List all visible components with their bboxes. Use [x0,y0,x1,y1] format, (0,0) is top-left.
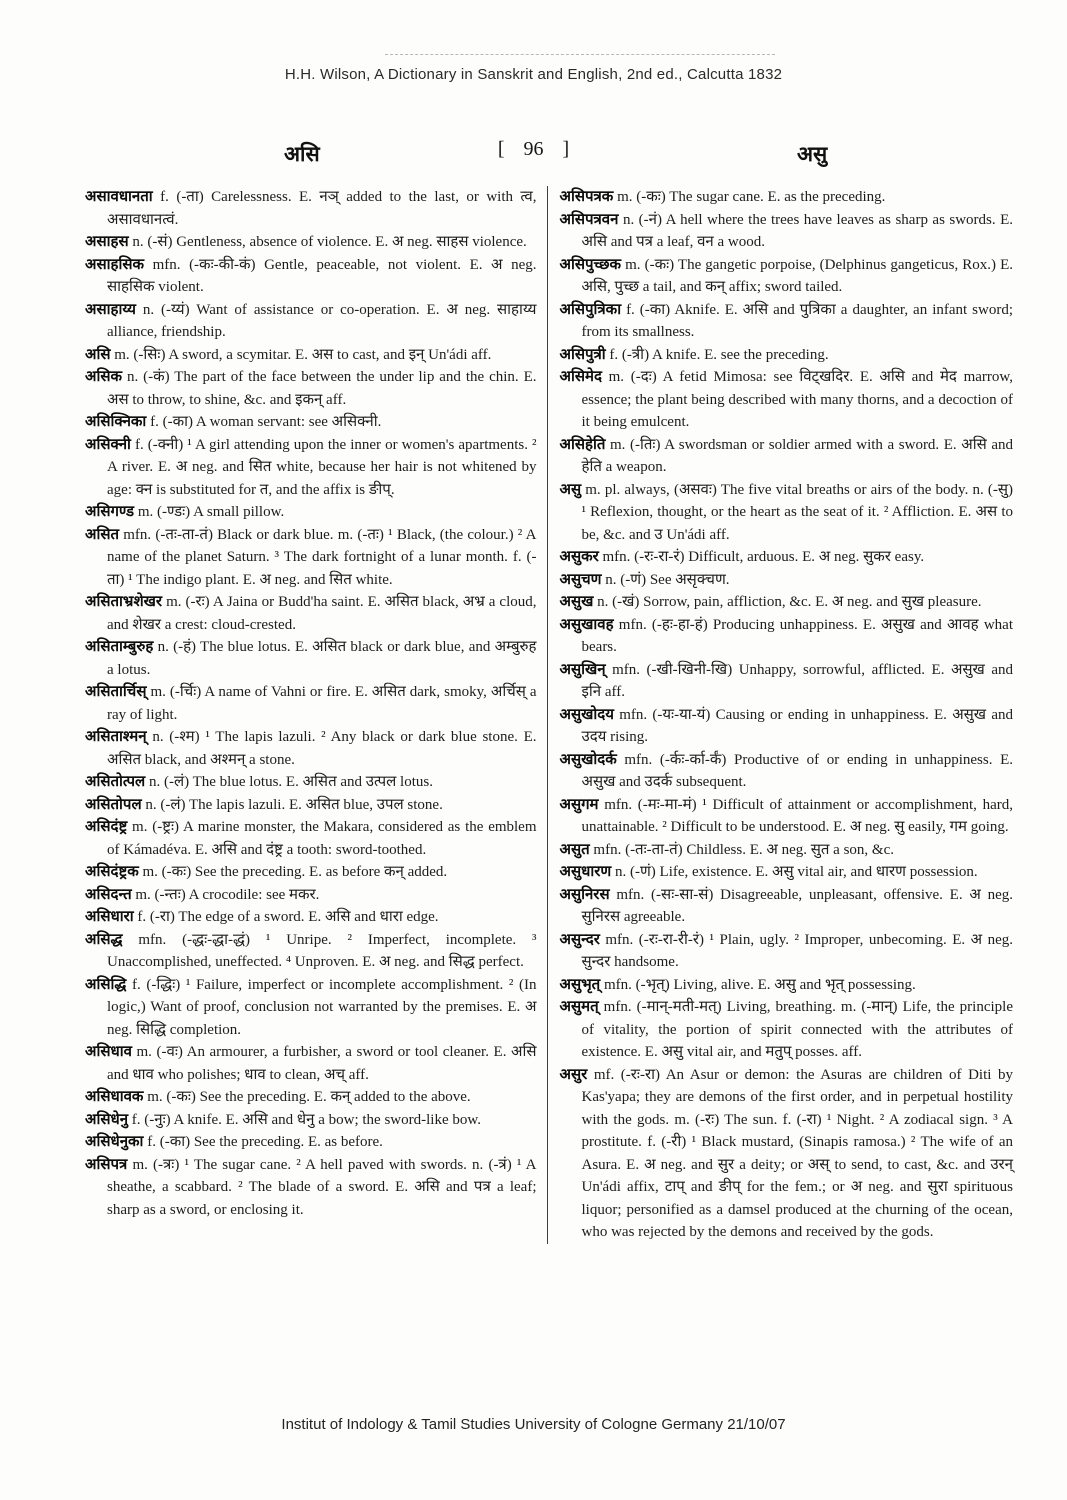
dictionary-entry [85,771,537,794]
entry-body: n. (-य्यं) Want of assistance or co-operation. E. अ neg. साहाय्य alliance, friendship. [107,301,537,340]
entry-headword: असुखावह [559,616,614,633]
dictionary-entry [560,479,1014,547]
dictionary-entry [85,186,537,231]
entry-headword: असिताभ्रशेखर [85,594,163,610]
entry-body: n. (-णं) Life, existence. E. असु vital air, and धारण possession. [614,864,978,880]
entry-body: f. (-द्धिः) ¹ Failure, imperfect or incomplete accomplishment. ² (In logic,) Want of proof, conclusion not warranted by the premises. E. अ neg. सिद्धि completion. [107,976,537,1038]
left-column [85,186,547,1244]
entry-headword: असिदंष्ट्रक [85,864,139,880]
dictionary-columns [85,186,1013,1244]
entry-body: mfn. (-र्कः-र्का-र्कं) Productive of or ending in unhappiness. E. असुख and उदर्क subsequent. [581,751,1014,790]
entry-headword: असिक्नी [85,436,131,453]
entry-body: mfn. (-मः-मा-मं) ¹ Difficult of attainment or accomplishment, hard, unattainable. ² Difficult to be understood. E. अ neg. सु easily, गम going. [581,796,1013,835]
dictionary-entry [85,861,537,884]
entry-body: f. (-का) See the preceding. E. as before. [147,1134,383,1150]
entry-body: f. (-त्री) A knife. E. see the preceding. [609,346,829,363]
dictionary-entry [85,974,537,1042]
dictionary-entry [85,906,537,929]
dictionary-entry [560,839,1014,862]
entry-headword: असुधारण [559,864,612,880]
entry-body: mfn. (-द्धः-द्धा-द्धं) ¹ Unripe. ² Imperfect, incomplete. ³ Unaccomplished, uneffected. ⁴ Unproven. E. अ neg. and सिद्ध perfect. [107,931,537,970]
dictionary-entry [560,299,1014,344]
entry-headword: असावधानता [85,189,153,205]
dictionary-entry [560,794,1014,839]
dictionary-entry [85,1109,537,1132]
entry-headword: असिपुत्रिका [559,301,622,318]
dictionary-entry [85,884,537,907]
dictionary-entry [85,816,537,861]
entry-headword: असुचण [559,571,602,588]
entry-body: f. (-ता) Carelessness. E. नञ् added to the last, or with त्व, असावधानत्वं. [107,189,537,228]
dictionary-entry [85,591,537,636]
entry-headword: असिदन्त [85,886,132,903]
entry-headword: असिधेनु [85,1111,129,1128]
entry-body: n. (-कं) The part of the face between the under lip and the chin. E. अस to throw, to shine, &c. and इकन् aff. [107,369,537,408]
dictionary-entry [560,591,1014,614]
entry-headword: असु [559,481,582,498]
entry-headword: असुखोदर्क [559,751,617,768]
entry-body: mfn. (-मान्-मती-मत्) Living, breathing. m. (-मान्) Life, the principle of vitality, the portion of spirit connected with the attributes of existence. E. असु vital air, and मतुप् posses. aff. [581,999,1013,1060]
entry-headword: असिधारा [85,909,134,925]
dictionary-entry [85,434,537,502]
entry-body: n. (-सं) Gentleness, absence of violence. E. अ neg. साहस violence. [132,234,527,250]
dictionary-entry [85,501,537,524]
entry-body: f. (-नुः) A knife. E. असि and धेनु a bow; the sword-like bow. [131,1111,481,1128]
entry-headword: असिधाव [85,1044,132,1060]
entry-headword: असिगण्ड [85,504,135,520]
entry-headword: असिधावक [85,1089,144,1105]
entry-headword: असितार्चिस् [85,684,147,700]
entry-headword: असिताम्बुरुह [85,639,154,655]
entry-headword: असाहाय्य [85,301,136,318]
page-number: [ 96 ] [497,138,570,160]
entry-body: m. pl. always, (असवः) The five vital breaths or airs of the body. n. (-सु) ¹ Reflexion, thought, or the heart as the seat of it. ² Affliction. E. अस to be, &c. and उ Un'ádi aff. [581,481,1014,543]
dictionary-entry [560,254,1014,299]
entry-headword: असुगम [559,796,599,813]
entry-body: f. (-का) A woman servant: see असिक्नी. [150,414,382,430]
entry-body: mf. (-रः-रा) An Asur or demon: the Asuras are children of Diti by Kas'yapa; they are demons of the first order, and in perpetual hostility with the gods. m. (-रः) The sun. f. (-रा) ¹ Night. ² A zodiacal sign. ³ A prostitute. f. (-री) ¹ Black mustard, (Sinapis ramosa.) ² The wife of an Asura. E. अ neg. and सुर a deity; or अस् to send, to cast, &c. and उरन् Un'ádi affix, टाप् and ङीप् for the fem.; or अ neg. and सुरा spirituous liquor; personified as a damsel produced at the churning of the ocean, who was rejected by the demons and received by the gods. [581,1066,1014,1240]
entry-headword: असिपुच्छक [559,256,622,273]
entry-headword: असिमेद [559,369,602,385]
dictionary-entry [560,929,1014,974]
entry-headword: असुर [559,1066,588,1083]
entry-headword: असुख [559,594,594,610]
running-head [0,138,1067,172]
entry-headword: असिपत्र [85,1156,128,1173]
entry-body: m. (-न्तः) A crocodile: see मकर. [135,886,320,903]
entry-headword: असाहसिक [85,256,144,273]
dictionary-entry [560,186,1014,209]
entry-headword: असुमत् [559,999,599,1015]
entry-body: m. (-दः) A fetid Mimosa: see विट्खदिर. E. असि and मेद marrow, essence; the plant being described with many thorns, and a decoction of it being emulcent. [581,369,1014,430]
entry-headword: असिहेति [559,436,606,453]
entry-body: m. (-कः) The sugar cane. E. as the preceding. [617,189,886,205]
dictionary-entry [560,996,1014,1064]
dictionary-entry [560,704,1014,749]
dictionary-entry [85,1131,537,1154]
entry-body: n. (-लं) The blue lotus. E. असित and उत्पल lotus. [148,774,433,790]
dictionary-entry [85,794,537,817]
dictionary-entry [85,929,537,974]
dictionary-entry [560,749,1014,794]
entry-headword: असिदंष्ट्र [85,819,128,835]
entry-body: m. (-ण्डः) A small pillow. [137,504,285,520]
entry-headword: असित [85,526,120,543]
dictionary-entry [560,659,1014,704]
dictionary-entry [85,726,537,771]
entry-body: mfn. (-रः-रा-री-रं) ¹ Plain, ugly. ² Improper, unbecoming. E. अ neg. सुन्दर handsome. [581,931,1014,970]
scan-artifact-line [385,54,775,55]
entry-body: m. (-तिः) A swordsman or soldier armed with a sword. E. असि and हेति a weapon. [581,436,1014,475]
entry-headword: असुत [559,841,590,858]
dictionary-entry [560,344,1014,367]
entry-body: mfn. (-रः-रा-रं) Difficult, arduous. E. अ neg. सुकर easy. [602,549,925,565]
dictionary-entry [85,636,537,681]
entry-headword: असुभृत् [559,976,601,993]
entry-body: mfn. (-तः-ता-तं) Black or dark blue. m. (-तः) ¹ Black, (the colour.) ² A name of the planet Saturn. ³ The dark fortnight of a lunar month. f. (-ता) ¹ The indigo plant. E. अ neg. and सित white. [107,526,537,588]
dictionary-entry [85,524,537,592]
entry-body: f. (-का) Aknife. E. असि and पुत्रिका a daughter, an infant sword; from its smallness. [581,301,1013,340]
entry-body: f. (-रा) The edge of a sword. E. असि and धारा edge. [137,909,439,925]
dictionary-entry [85,411,537,434]
entry-body: mfn. (-कः-की-कं) Gentle, peaceable, not violent. E. अ neg. साहसिक violent. [107,256,537,295]
entry-headword: असि [85,346,111,363]
entry-headword: असाहस [85,234,129,250]
entry-headword: असितोत्पल [85,774,146,790]
dictionary-entry [560,861,1014,884]
scan-citation-header: H.H. Wilson, A Dictionary in Sanskrit and English, 2nd ed., Calcutta 1832 [284,66,783,83]
dictionary-entry [85,254,537,299]
entry-body: m. (-रः) A Jaina or Budd'ha saint. E. असित black, अभ्र a cloud, and शेखर a crest: cloud-crested. [107,594,537,633]
entry-body: mfn. (-भृत्) Living, alive. E. असु and भृत् possessing. [603,976,916,993]
dictionary-entry [560,569,1014,592]
entry-body: mfn. (-तः-ता-तं) Childless. E. अ neg. सुत a son, &c. [593,841,894,858]
entry-headword: असुकर [559,549,599,565]
dictionary-entry [85,366,537,411]
dictionary-entry [560,614,1014,659]
dictionary-entry [85,344,537,367]
dictionary-entry [560,884,1014,929]
entry-headword: असितोपल [85,796,142,813]
running-head-left-headword: असि [284,142,320,166]
entry-headword: असिक्निका [85,414,147,430]
dictionary-entry [560,434,1014,479]
entry-headword: असिद्ध [85,931,123,948]
running-head-right-headword: असु [797,142,828,166]
dictionary-entry [85,1086,537,1109]
entry-body: m. (-कः) See the preceding. E. as before कन् added. [142,864,448,880]
entry-headword: असुनिरस [559,886,610,903]
entry-headword: असिक [85,369,123,385]
entry-headword: असुखिन् [559,661,606,678]
entry-body: m. (-कः) The gangetic porpoise, (Delphinus gangeticus, Rox.) E. असि, पुच्छ a tail, and कन् affix; sword tailed. [581,256,1014,295]
right-column [548,186,1014,1244]
entry-headword: असिधेनुका [85,1134,144,1150]
entry-body: mfn. (-यः-या-यं) Causing or ending in unhappiness. E. असुख and उदय rising. [581,706,1013,745]
entry-body: n. (-हं) The blue lotus. E. असित black or dark blue, and अम्बुरुह a lotus. [107,639,537,678]
entry-headword: असिपत्रक [559,189,614,205]
entry-body: f. (-क्नी) ¹ A girl attending upon the inner or women's apartments. ² A river. E. अ neg. and सित white, because her hair is not whitened by age: क्न is substituted for त, and the affix is ङीप्. [107,436,537,498]
entry-body: mfn. (-सः-सा-सं) Disagreeable, unpleasant, offensive. E. अ neg. सुनिरस agreeable. [581,886,1014,925]
entry-body: m. (-सिः) A sword, a scymitar. E. अस to cast, and इन् Un'ádi aff. [114,346,492,363]
entry-body: m. (-वः) An armourer, a furbisher, a sword or tool cleaner. E. असि and धाव who polishes; धाव to clean, अच् aff. [107,1044,537,1083]
entry-body: mfn. (-खी-खिनी-खि) Unhappy, sorrowful, afflicted. E. असुख and इनि aff. [581,661,1013,700]
entry-body: n. (-श्म) ¹ The lapis lazuli. ² Any black or dark blue stone. E. असित black, and अश्मन् a stone. [107,729,537,768]
entry-body: m. (-ष्ट्रः) A marine monster, the Makara, considered as the emblem of Kámadéva. E. असि and दंष्ट्र a tooth: sword-toothed. [107,819,537,858]
dictionary-entry [560,209,1014,254]
entry-headword: असिताश्मन् [85,729,147,745]
dictionary-entry [560,974,1014,997]
dictionary-entry [560,1064,1014,1244]
scan-footer-credit: Institut of Indology & Tamil Studies University of Cologne Germany 21/10/07 [281,1416,786,1433]
entry-body: m. (-र्चिः) A name of Vahni or fire. E. असित dark, smoky, अर्चिस् a ray of light. [107,684,537,723]
entry-body: n. (-नं) A hell where the trees have leaves as sharp as swords. E. असि and पत्र a leaf, वन a wood. [581,211,1014,250]
dictionary-entry [560,546,1014,569]
entry-body: m. (-त्रः) ¹ The sugar cane. ² A hell paved with swords. n. (-त्रं) ¹ A sheathe, a scabbard. ² The blade of a sword. E. असि and पत्र a leaf; sharp as a sword, or enclosing it. [107,1156,537,1218]
entry-headword: असुखोदय [559,706,614,723]
entry-body: n. (-खं) Sorrow, pain, affliction, &c. E. अ neg. and सुख pleasure. [597,594,982,610]
entry-headword: असिपुत्री [559,346,606,363]
entry-body: mfn. (-हः-हा-हं) Producing unhappiness. E. असुख and आवह what bears. [581,616,1013,655]
dictionary-entry [85,681,537,726]
entry-headword: असिपत्रवन [559,211,619,228]
entry-body: n. (-लं) The lapis lazuli. E. असित blue, उपल stone. [145,796,443,813]
entry-headword: असिद्धि [85,976,127,993]
dictionary-entry [85,1154,537,1222]
entry-headword: असुन्दर [559,931,600,948]
dictionary-entry [85,299,537,344]
dictionary-entry [85,1041,537,1086]
entry-body: m. (-कः) See the preceding. E. कन् added to the above. [147,1089,471,1105]
dictionary-entry [85,231,537,254]
dictionary-entry [560,366,1014,434]
entry-body: n. (-णं) See असृक्चण. [605,571,730,588]
